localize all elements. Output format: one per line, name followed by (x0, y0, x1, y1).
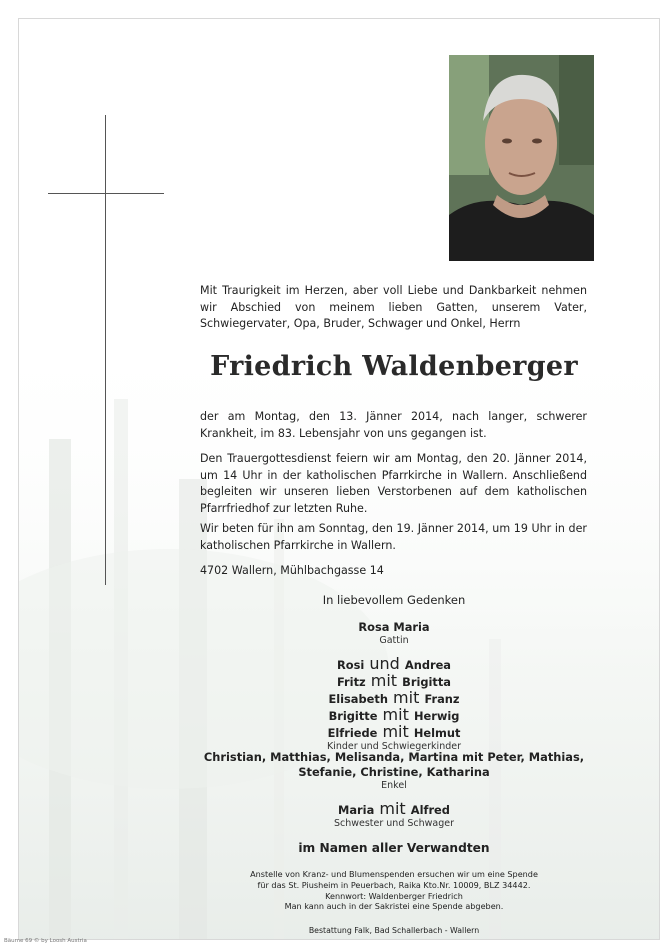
children-row: Fritz mit Brigitta (337, 671, 451, 690)
cross-vertical (105, 115, 106, 585)
intro-text: Mit Traurigkeit im Herzen, aber voll Liebe und Dankbarkeit nehmen wir Abschied von meinem lieben Gatten, unserem Vater, Schwiegervater, Opa, Bruder, Schwager und Onkel, Herrn (200, 284, 587, 330)
funeral-home: Bestattung Falk, Bad Schallerbach - Wallern (308, 926, 480, 935)
donation-line: für das St. Piusheim in Peuerbach, Raika Kto.Nr. 10009, BLZ 34442. (257, 879, 531, 890)
prayer-paragraph: Wir beten für ihn am Sonntag, den 19. Jänner 2014, um 19 Uhr in der katholischen Pfarrkirche in Wallern. (200, 522, 587, 552)
children-role: Kinder und Schwiegerkinder (326, 741, 462, 752)
wife-name: Rosa Maria (358, 620, 430, 634)
grandchildren-line-2: Stefanie, Christine, Katharina (298, 765, 490, 779)
death-paragraph: der am Montag, den 13. Jänner 2014, nach langer, schwerer Krankheit, im 83. Lebensjahr von uns gegangen ist. (200, 410, 587, 440)
wife-block (169, 620, 619, 646)
funeral-paragraph: Den Trauergottesdienst feiern wir am Montag, den 20. Jänner 2014, um 14 Uhr in der katholischen Pfarrkirche in Wallern. Anschließend begleiten wir unseren lieben Verstorbenen auf dem katholischen Pfarrfriedhof zur letzten Ruhe. (200, 452, 587, 515)
sibling-block (169, 801, 619, 829)
address: 4702 Wallern, Mühlbachgasse 14 (200, 564, 384, 577)
grandchildren-block (159, 750, 629, 791)
children-block (169, 656, 619, 752)
children-row: Elfriede mit Helmut (327, 722, 461, 741)
obituary-card (18, 18, 660, 940)
children-row: Rosi und Andrea (336, 654, 451, 673)
children-row: Brigitte mit Herwig (328, 705, 460, 724)
cross-horizontal (48, 193, 164, 194)
sibling-row: Maria mit Alfred (338, 799, 450, 818)
wife-role: Gattin (379, 635, 409, 646)
donation-line: Man kann auch in der Sakristei eine Spende abgeben. (284, 901, 504, 912)
donation-line: Kennwort: Waldenberger Friedrich (325, 890, 463, 901)
donation-note (169, 869, 619, 912)
sibling-role: Schwester und Schwager (333, 818, 455, 829)
portrait-photo (449, 55, 594, 261)
grandchildren-line-1: Christian, Matthias, Melisanda, Martina mit Peter, Mathias, (203, 750, 585, 764)
donation-line: Anstelle von Kranz- und Blumenspenden ersuchen wir um eine Spende (250, 869, 538, 879)
aller-verwandten: im Namen aller Verwandten (298, 841, 490, 855)
image-credit: Bäume 69 © by Loosh Austria (4, 938, 87, 944)
gedenken-text: In liebevollem Gedenken (322, 593, 466, 607)
deceased-name: Friedrich Waldenberger (210, 351, 578, 382)
grandchildren-role: Enkel (381, 780, 407, 791)
children-row: Elisabeth mit Franz (328, 688, 460, 707)
